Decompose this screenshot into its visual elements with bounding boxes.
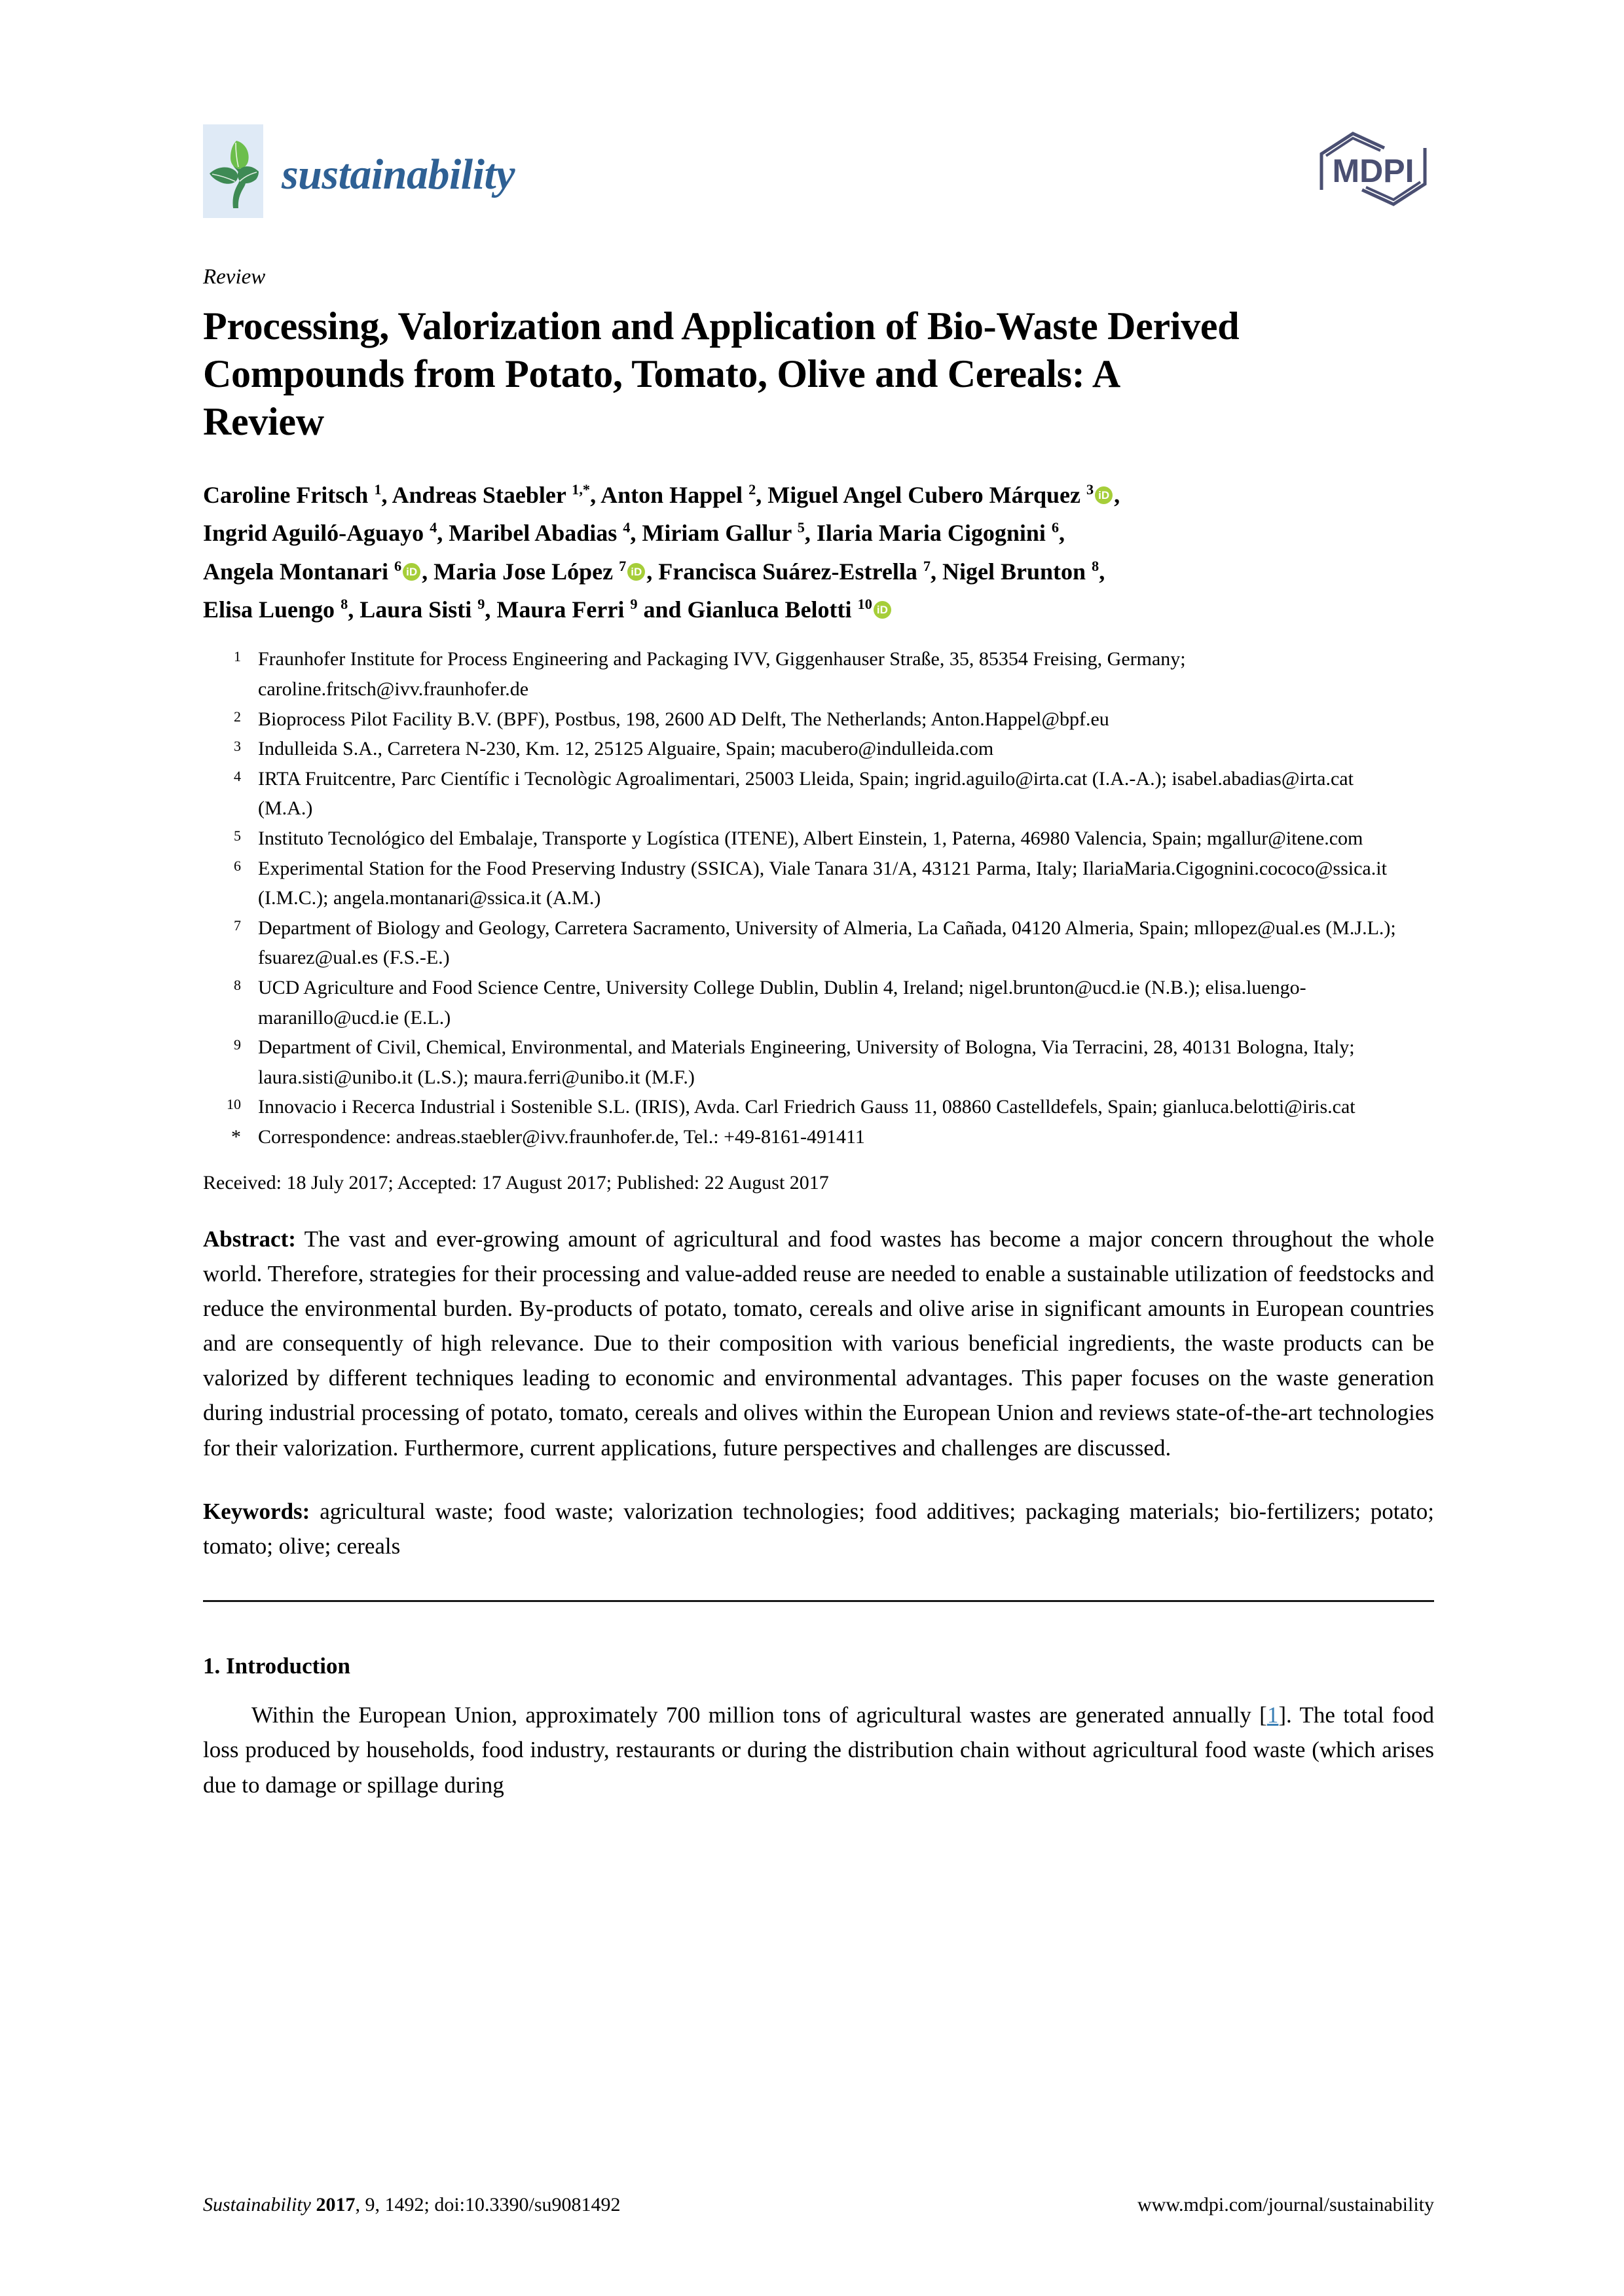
affiliation-item — [203, 854, 1434, 913]
affiliation-text: Department of Civil, Chemical, Environmental, and Materials Engineering, University of Bologna, Via Terracini, 28, 40131 Bologna, Italy; laura.sisti@unibo.it (L.S.); maura.ferri@unibo.it (M.F.) — [258, 1036, 1355, 1088]
sprout-leaf-icon — [203, 124, 263, 218]
author-line — [203, 591, 1434, 629]
journal-brand — [203, 124, 515, 218]
affiliation-list — [203, 644, 1434, 1152]
affiliation-item — [203, 734, 1434, 764]
affiliation-text: Department of Biology and Geology, Carretera Sacramento, University of Almeria, La Cañada, 04120 Almeria, Spain; mllopez@ual.es (M.J.L.); fsuarez@ual.es (F.S.-E.) — [258, 917, 1396, 969]
abstract-text: The vast and ever-growing amount of agricultural and food wastes has become a major concern throughout the whole world. Therefore, strategies for their processing and value-added reuse are needed to enable a sustainable utilization of feedstocks and reduce the environmental burden. By-products of potato, tomato, cereals and olive arise in significant amounts in European countries and are consequently of high relevance. Due to their composition with various beneficial ingredients, the waste products can be valorized by different techniques leading to economic and environmental advantages. This paper focuses on the waste generation during industrial processing of potato, tomato, cereals and olives within the European Union and reviews state-of-the-art technologies for their valorization. Furthermore, current applications, future perspectives and challenges are discussed. — [203, 1226, 1434, 1461]
article-type: Review — [203, 265, 266, 289]
author-name: , — [1059, 520, 1065, 547]
affiliation-number: * — [231, 1125, 241, 1148]
orcid-icon[interactable]: iD — [627, 563, 645, 581]
author-name: Elisa Luengo — [203, 596, 341, 623]
page-title: Processing, Valorization and Application of Bio-Waste Derived Compounds from Potato, Tomato, Olive and Cereals: A Review — [203, 304, 1240, 443]
affiliation-number: 1 — [234, 648, 241, 665]
affiliation-item — [203, 913, 1434, 973]
author-name: , Maria Jose López — [422, 558, 619, 585]
author-name: , Andreas Staebler — [381, 482, 572, 509]
author-name: Ingrid Aguiló-Aguayo — [203, 520, 430, 547]
section-divider — [203, 1600, 1434, 1602]
affiliation-item — [203, 764, 1434, 824]
author-line — [203, 553, 1434, 591]
affiliation-number: 8 — [234, 976, 241, 993]
affiliation-text: Experimental Station for the Food Preserving Industry (SSICA), Viale Tanara 31/A, 43121 Parma, Italy; IlariaMaria.Cigognini.cococo@ssica.it (I.M.C.); angela.montanari@ssica.it (A.M.) — [258, 857, 1387, 909]
affiliation-text: Correspondence: andreas.staebler@ivv.fraunhofer.de, Tel.: +49-8161-491411 — [258, 1125, 865, 1148]
author-name: , — [1114, 482, 1120, 509]
affiliation-marker: 6 — [394, 557, 402, 574]
affiliation-marker: 9 — [630, 596, 638, 613]
affiliation-marker: 4 — [430, 519, 437, 536]
affiliation-item — [203, 973, 1434, 1032]
author-name: , Maribel Abadias — [437, 520, 623, 547]
author-name: , Maura Ferri — [485, 596, 631, 623]
intro-text-part1: Within the European Union, approximately 700 million tons of agricultural wastes are generated annually [ — [251, 1702, 1267, 1728]
author-line — [203, 514, 1434, 552]
mdpi-logo — [1312, 124, 1434, 211]
author-name: , Laura Sisti — [348, 596, 478, 623]
footer-journal-name: Sustainability — [203, 2194, 311, 2215]
svg-text:MDPI: MDPI — [1332, 153, 1414, 189]
affiliation-text: Bioprocess Pilot Facility B.V. (BPF), Postbus, 198, 2600 AD Delft, The Netherlands; Anton.Happel@bpf.eu — [258, 708, 1109, 730]
author-name: , Anton Happel — [590, 482, 749, 509]
affiliation-item — [203, 704, 1434, 735]
masthead — [203, 124, 1434, 236]
affiliation-marker: 7 — [923, 557, 931, 574]
footer-citation-rest: , 9, 1492; doi:10.3390/su9081492 — [355, 2194, 621, 2215]
affiliation-item — [203, 644, 1434, 704]
intro-text-part2: ]. The total food loss produced by households, food industry, restaurants or during the distribution chain without agricultural food waste (which arises due to damage or spillage during — [203, 1702, 1434, 1798]
introduction-paragraph — [203, 1698, 1434, 1802]
affiliation-number: 6 — [234, 857, 241, 874]
affiliation-number: 5 — [234, 827, 241, 844]
abstract-label: Abstract: — [203, 1226, 296, 1252]
keywords-text: agricultural waste; food waste; valorization technologies; food additives; packaging materials; bio-fertilizers; potato; tomato; olive; cereals — [203, 1498, 1435, 1559]
affiliation-text: IRTA Fruitcentre, Parc Científic i Tecnològic Agroalimentari, 25003 Lleida, Spain; ingrid.aguilo@irta.cat (I.A.-A.); isabel.abadias@irta.cat (M.A.) — [258, 767, 1354, 820]
affiliation-text: Instituto Tecnológico del Embalaje, Transporte y Logística (ITENE), Albert Einstein, 1, Paterna, 46980 Valencia, Spain; mgallur@itene.com — [258, 827, 1363, 849]
affiliation-number: 3 — [234, 738, 241, 755]
footer-citation — [203, 2194, 621, 2216]
affiliation-marker: 6 — [1051, 519, 1060, 536]
affiliation-number: 4 — [234, 767, 241, 784]
affiliation-marker: 4 — [623, 519, 631, 536]
page-footer — [203, 2194, 1434, 2216]
author-name: , Ilaria Maria Cigognini — [804, 520, 1052, 547]
keywords-label: Keywords: — [203, 1498, 310, 1524]
affiliation-marker: 3 — [1086, 481, 1094, 498]
section-heading-introduction: 1. Introduction — [203, 1653, 350, 1679]
affiliation-number: 2 — [234, 708, 241, 725]
author-name: , Miguel Angel Cubero Márquez — [756, 482, 1086, 509]
author-name: , — [1099, 558, 1105, 585]
author-name: Angela Montanari — [203, 558, 394, 585]
affiliation-marker: 9 — [477, 596, 485, 613]
publication-dates: Received: 18 July 2017; Accepted: 17 August 2017; Published: 22 August 2017 — [203, 1171, 829, 1194]
journal-name: sustainability — [282, 150, 515, 198]
author-name: , Francisca Suárez-Estrella — [646, 558, 923, 585]
affiliation-text: UCD Agriculture and Food Science Centre, University College Dublin, Dublin 4, Ireland; nigel.brunton@ucd.ie (N.B.); elisa.luengo-maranillo@ucd.ie (E.L.) — [258, 976, 1306, 1029]
affiliation-number: 7 — [234, 917, 241, 934]
affiliation-marker: 10 — [857, 596, 872, 613]
affiliation-item — [203, 1032, 1434, 1092]
affiliation-text: Innovacio i Recerca Industrial i Sostenible S.L. (IRIS), Avda. Carl Friedrich Gauss 11, 08860 Castelldefels, Spain; gianluca.belotti@iris.cat — [258, 1096, 1356, 1118]
abstract-block — [203, 1222, 1434, 1465]
orcid-icon[interactable]: iD — [1095, 486, 1113, 504]
affiliation-marker: 8 — [1092, 557, 1099, 574]
author-name: Caroline Fritsch — [203, 482, 375, 509]
footer-url[interactable]: www.mdpi.com/journal/sustainability — [1137, 2194, 1434, 2215]
affiliation-marker: 1 — [374, 481, 382, 498]
author-line — [203, 476, 1434, 514]
orcid-icon[interactable]: iD — [874, 601, 891, 619]
affiliation-marker: 1,* — [572, 481, 591, 498]
affiliation-item — [203, 1122, 1434, 1152]
affiliation-item — [203, 824, 1434, 854]
affiliation-item — [203, 1092, 1434, 1122]
author-name: and Gianluca Belotti — [637, 596, 858, 623]
affiliation-text: Indulleida S.A., Carretera N-230, Km. 12, 25125 Alguaire, Spain; macubero@indulleida.com — [258, 738, 994, 760]
author-name: , Miriam Gallur — [630, 520, 798, 547]
affiliation-marker: 7 — [619, 557, 627, 574]
author-list — [203, 476, 1434, 629]
orcid-icon[interactable]: iD — [403, 563, 420, 581]
affiliation-marker: 2 — [748, 481, 756, 498]
author-name: , Nigel Brunton — [931, 558, 1092, 585]
footer-year: 2017 — [316, 2194, 356, 2215]
affiliation-marker: 8 — [341, 596, 348, 613]
citation-link-1[interactable]: 1 — [1266, 1702, 1279, 1728]
keywords-block — [203, 1494, 1434, 1563]
affiliation-text: Fraunhofer Institute for Process Engineering and Packaging IVV, Giggenhauser Straße, 35, 85354 Freising, Germany; caroline.fritsch@ivv.fraunhofer.de — [258, 648, 1186, 700]
affiliation-number: 10 — [227, 1096, 241, 1113]
affiliation-number: 9 — [234, 1036, 241, 1053]
affiliation-marker: 5 — [797, 519, 805, 536]
